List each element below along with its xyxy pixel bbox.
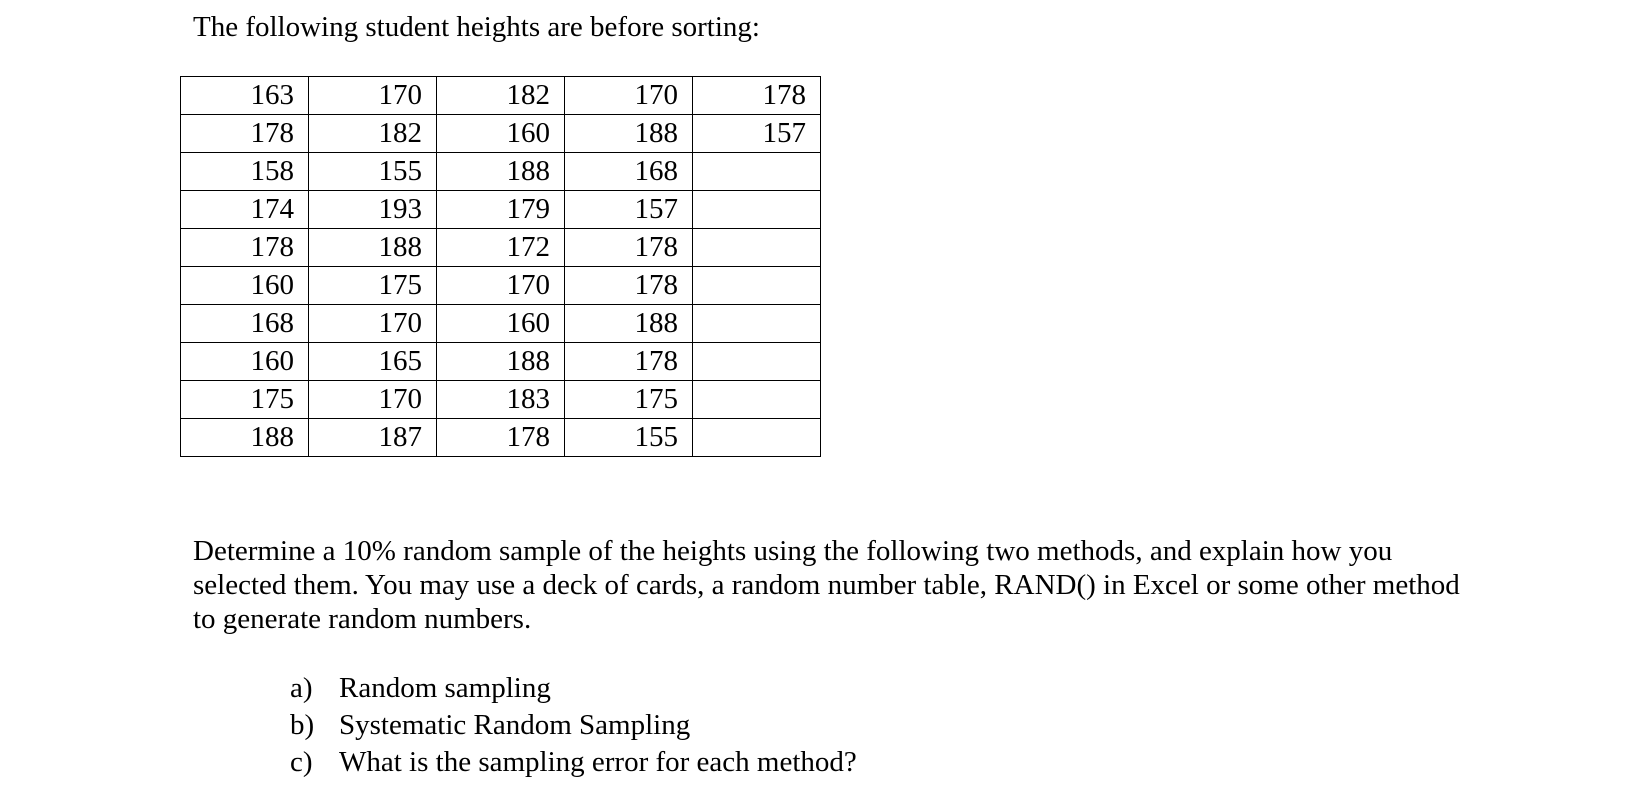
table-cell: 175 (309, 267, 437, 305)
list-item-text: Random sampling (339, 672, 551, 704)
table-cell: 182 (309, 115, 437, 153)
table-cell: 165 (309, 343, 437, 381)
table-cell: 188 (565, 305, 693, 343)
table-cell (693, 381, 821, 419)
table-cell: 183 (437, 381, 565, 419)
table-cell: 168 (181, 305, 309, 343)
table-cell: 160 (437, 305, 565, 343)
table-row (181, 153, 821, 191)
table-row (181, 229, 821, 267)
table-row (181, 77, 821, 115)
table-cell: 193 (309, 191, 437, 229)
list-item-marker: a) (290, 672, 313, 704)
table-cell (693, 191, 821, 229)
table-cell: 163 (181, 77, 309, 115)
list-item-text: What is the sampling error for each method? (339, 746, 857, 778)
question-text: Determine a 10% random sample of the heights using the following two methods, and explain how you selected them. You may use a deck of cards, a random number table, RAND() in Excel or some other method to generate random numbers. (193, 535, 1460, 635)
table-cell: 178 (565, 267, 693, 305)
table-cell: 188 (181, 419, 309, 457)
table-cell: 157 (565, 191, 693, 229)
table-cell: 160 (437, 115, 565, 153)
table-cell (693, 229, 821, 267)
table-cell: 178 (565, 343, 693, 381)
table-cell (693, 305, 821, 343)
table-cell: 170 (437, 267, 565, 305)
list-item-marker: b) (290, 709, 315, 741)
table-cell: 178 (181, 229, 309, 267)
table-cell: 155 (565, 419, 693, 457)
table-row (181, 381, 821, 419)
options-list (290, 670, 857, 781)
table-cell: 170 (565, 77, 693, 115)
table-cell: 170 (309, 77, 437, 115)
list-item (290, 670, 857, 707)
table-row (181, 419, 821, 457)
table-cell: 178 (181, 115, 309, 153)
list-item (290, 707, 857, 744)
table-cell: 178 (565, 229, 693, 267)
table-cell (693, 267, 821, 305)
intro-text: The following student heights are before sorting: (193, 11, 760, 43)
list-item (290, 744, 857, 781)
table-cell: 178 (437, 419, 565, 457)
table-row (181, 267, 821, 305)
table-cell: 188 (565, 115, 693, 153)
table-cell: 188 (309, 229, 437, 267)
table-cell (693, 419, 821, 457)
table-cell: 172 (437, 229, 565, 267)
list-item-marker: c) (290, 746, 313, 778)
heights-table-body (181, 77, 821, 457)
table-cell (693, 343, 821, 381)
table-cell: 168 (565, 153, 693, 191)
table-cell: 175 (565, 381, 693, 419)
table-cell (693, 153, 821, 191)
table-cell: 160 (181, 267, 309, 305)
table-cell: 187 (309, 419, 437, 457)
table-cell: 182 (437, 77, 565, 115)
table-cell: 155 (309, 153, 437, 191)
table-cell: 158 (181, 153, 309, 191)
table-cell: 178 (693, 77, 821, 115)
table-cell: 175 (181, 381, 309, 419)
table-row (181, 343, 821, 381)
table-row (181, 305, 821, 343)
table-cell: 157 (693, 115, 821, 153)
heights-table (180, 76, 821, 457)
table-cell: 188 (437, 343, 565, 381)
table-cell: 160 (181, 343, 309, 381)
table-cell: 174 (181, 191, 309, 229)
table-row (181, 191, 821, 229)
table-cell: 179 (437, 191, 565, 229)
table-cell: 170 (309, 305, 437, 343)
table-cell: 170 (309, 381, 437, 419)
table-row (181, 115, 821, 153)
table-cell: 188 (437, 153, 565, 191)
list-item-text: Systematic Random Sampling (339, 709, 691, 741)
